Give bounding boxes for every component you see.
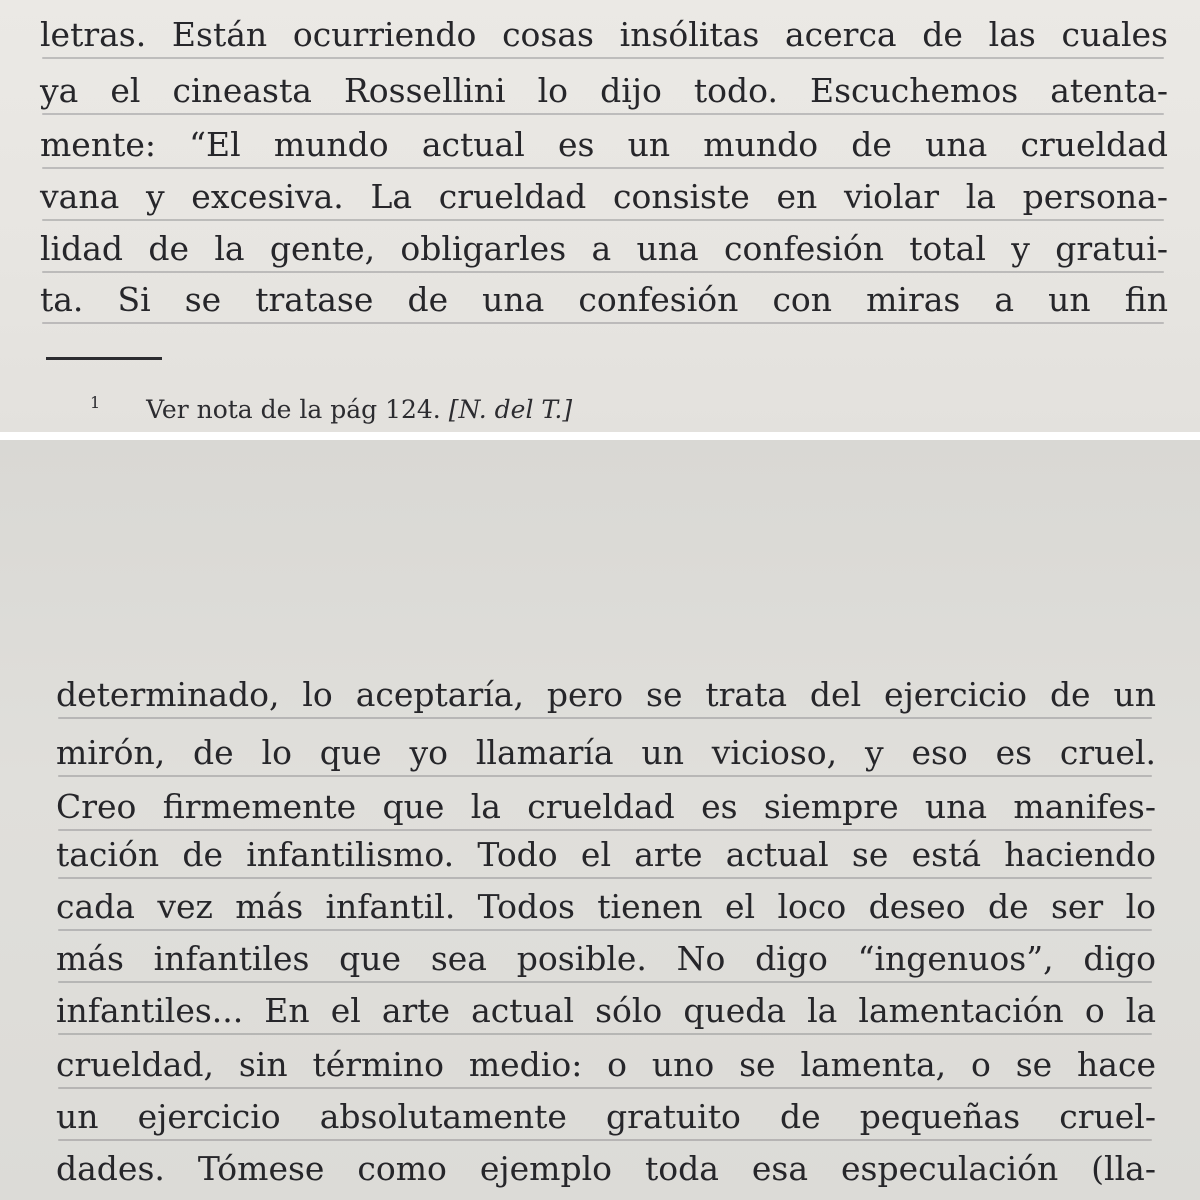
footnote-tag: [N. del T.] <box>448 395 573 424</box>
text-line: ta. Si se tratase de una confesión con miras a un fin <box>40 280 1168 319</box>
text-line: letras. Están ocurriendo cosas insólitas acerca de las cuales <box>40 15 1168 54</box>
footnote-text: Ver nota de la pág 124. <box>146 395 441 424</box>
text-line: lidad de la gente, obligarles a una confesión total y gratui- <box>40 229 1168 268</box>
text-line: mente: “El mundo actual es un mundo de una crueldad <box>40 125 1168 164</box>
text-line: infantiles... En el arte actual sólo queda la lamentación o la <box>56 991 1156 1030</box>
text-line: más infantiles que sea posible. No digo “ingenuos”, digo <box>56 939 1156 978</box>
text-line: dades. Tómese como ejemplo toda esa especulación (lla- <box>56 1149 1156 1188</box>
text-line: cada vez más infantil. Todos tienen el loco deseo de ser lo <box>56 887 1156 926</box>
top-page-photo <box>0 0 1200 432</box>
text-line: tación de infantilismo. Todo el arte actual se está haciendo <box>56 835 1156 874</box>
panel-divider <box>0 432 1200 440</box>
footnote <box>90 395 572 424</box>
footnote-marker: 1 <box>90 393 101 412</box>
text-line: determinado, lo aceptaría, pero se trata del ejercicio de un <box>56 675 1156 714</box>
text-line: Creo firmemente que la crueldad es siempre una manifes- <box>56 787 1156 826</box>
text-line: crueldad, sin término medio: o uno se lamenta, o se hace <box>56 1045 1156 1084</box>
bottom-page-photo <box>0 440 1200 1200</box>
footnote-rule <box>46 357 162 360</box>
text-line: vana y excesiva. La crueldad consiste en violar la persona- <box>40 177 1168 216</box>
text-line: un ejercicio absolutamente gratuito de pequeñas cruel- <box>56 1097 1156 1136</box>
text-line: ya el cineasta Rossellini lo dijo todo. Escuchemos atenta- <box>40 71 1168 110</box>
text-line: mirón, de lo que yo llamaría un vicioso, y eso es cruel. <box>56 733 1156 772</box>
